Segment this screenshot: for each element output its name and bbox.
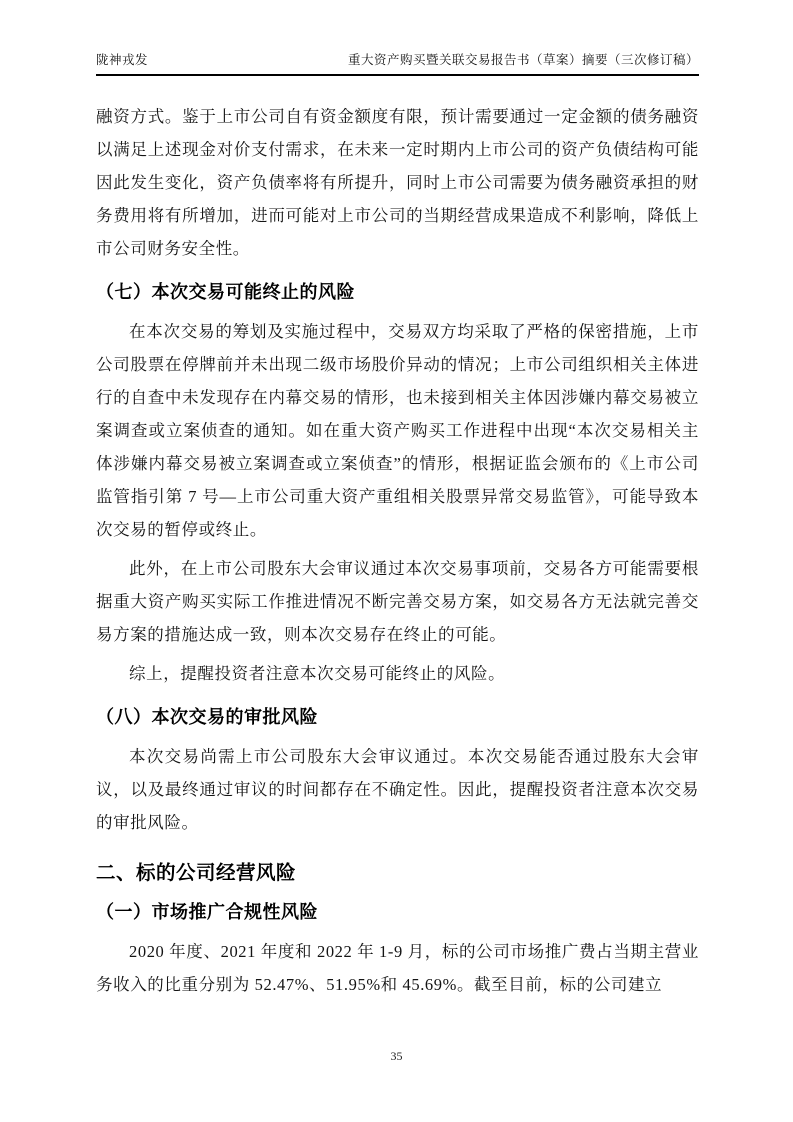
header-document-title: 重大资产购买暨关联交易报告书（草案）摘要（三次修订稿） bbox=[347, 53, 699, 67]
heading-section-8-approval-risk: （八）本次交易的审批风险 bbox=[96, 707, 318, 727]
paragraph-sec8-approval: 本次交易尚需上市公司股东大会审议通过。本次交易能否通过股东大会审议，以及最终通过审议的时间都存在不确定性。因此，提醒投资者注意本次交易的审批风险。 bbox=[96, 747, 699, 832]
heading-section-7-termination-risk: （七）本次交易可能终止的风险 bbox=[96, 282, 355, 302]
paragraph-marketing-expense-ratio: 2020 年度、2021 年度和 2022 年 1-9 月，标的公司市场推广费占当期主营业务收入的比重分别为 52.47%、51.95%和 45.69%。截至目前，标的公司建立 bbox=[96, 942, 699, 994]
paragraph-sec7-plan-refinement: 此外，在上市公司股东大会审议通过本次交易事项前，交易各方可能需要根据重大资产购买实际工作推进情况不断完善交易方案，如交易各方无法就完善交易方案的措施达成一致，则本次交易存在终止的可能。 bbox=[96, 559, 699, 644]
page-number: 35 bbox=[390, 1049, 403, 1063]
page-header bbox=[96, 50, 699, 76]
paragraph-sec7-summary: 综上，提醒投资者注意本次交易可能终止的风险。 bbox=[129, 664, 506, 683]
heading-part-2-target-company-operating-risk: 二、标的公司经营风险 bbox=[96, 862, 297, 884]
paragraph-financing-continuation: 融资方式。鉴于上市公司自有资金额度有限，预计需要通过一定金额的债务融资以满足上述现金对价支付需求，在未来一定时期内上市公司的资产负债结构可能因此发生变化，资产负债率将有所提升，同时上市公司需要为债务融资承担的财务费用将有所增加，进而可能对上市公司的当期经营成果造成不利影响，降低上市公司财务安全性。 bbox=[96, 107, 699, 258]
page-footer bbox=[0, 1049, 793, 1064]
page-content bbox=[96, 100, 699, 1001]
header-company-name: 陇神戎发 bbox=[96, 53, 149, 67]
heading-part2-section-1-marketing-compliance-risk: （一）市场推广合规性风险 bbox=[96, 902, 318, 922]
paragraph-sec7-insider-trading: 在本次交易的筹划及实施过程中，交易双方均采取了严格的保密措施，上市公司股票在停牌前并未出现二级市场股价异动的情况；上市公司组织相关主体进行的自查中未发现存在内幕交易的情形，也未接到相关主体因涉嫌内幕交易被立案调查或立案侦查的通知。如在重大资产购买工作进程中出现“本次交易相关主体涉嫌内幕交易被立案调查或立案侦查”的情形，根据证监会颁布的《上市公司监管指引第 7 号—上市公司重大资产重组相关股票异常交易监管》，可能导致本次交易的暂停或终止。 bbox=[96, 322, 699, 539]
